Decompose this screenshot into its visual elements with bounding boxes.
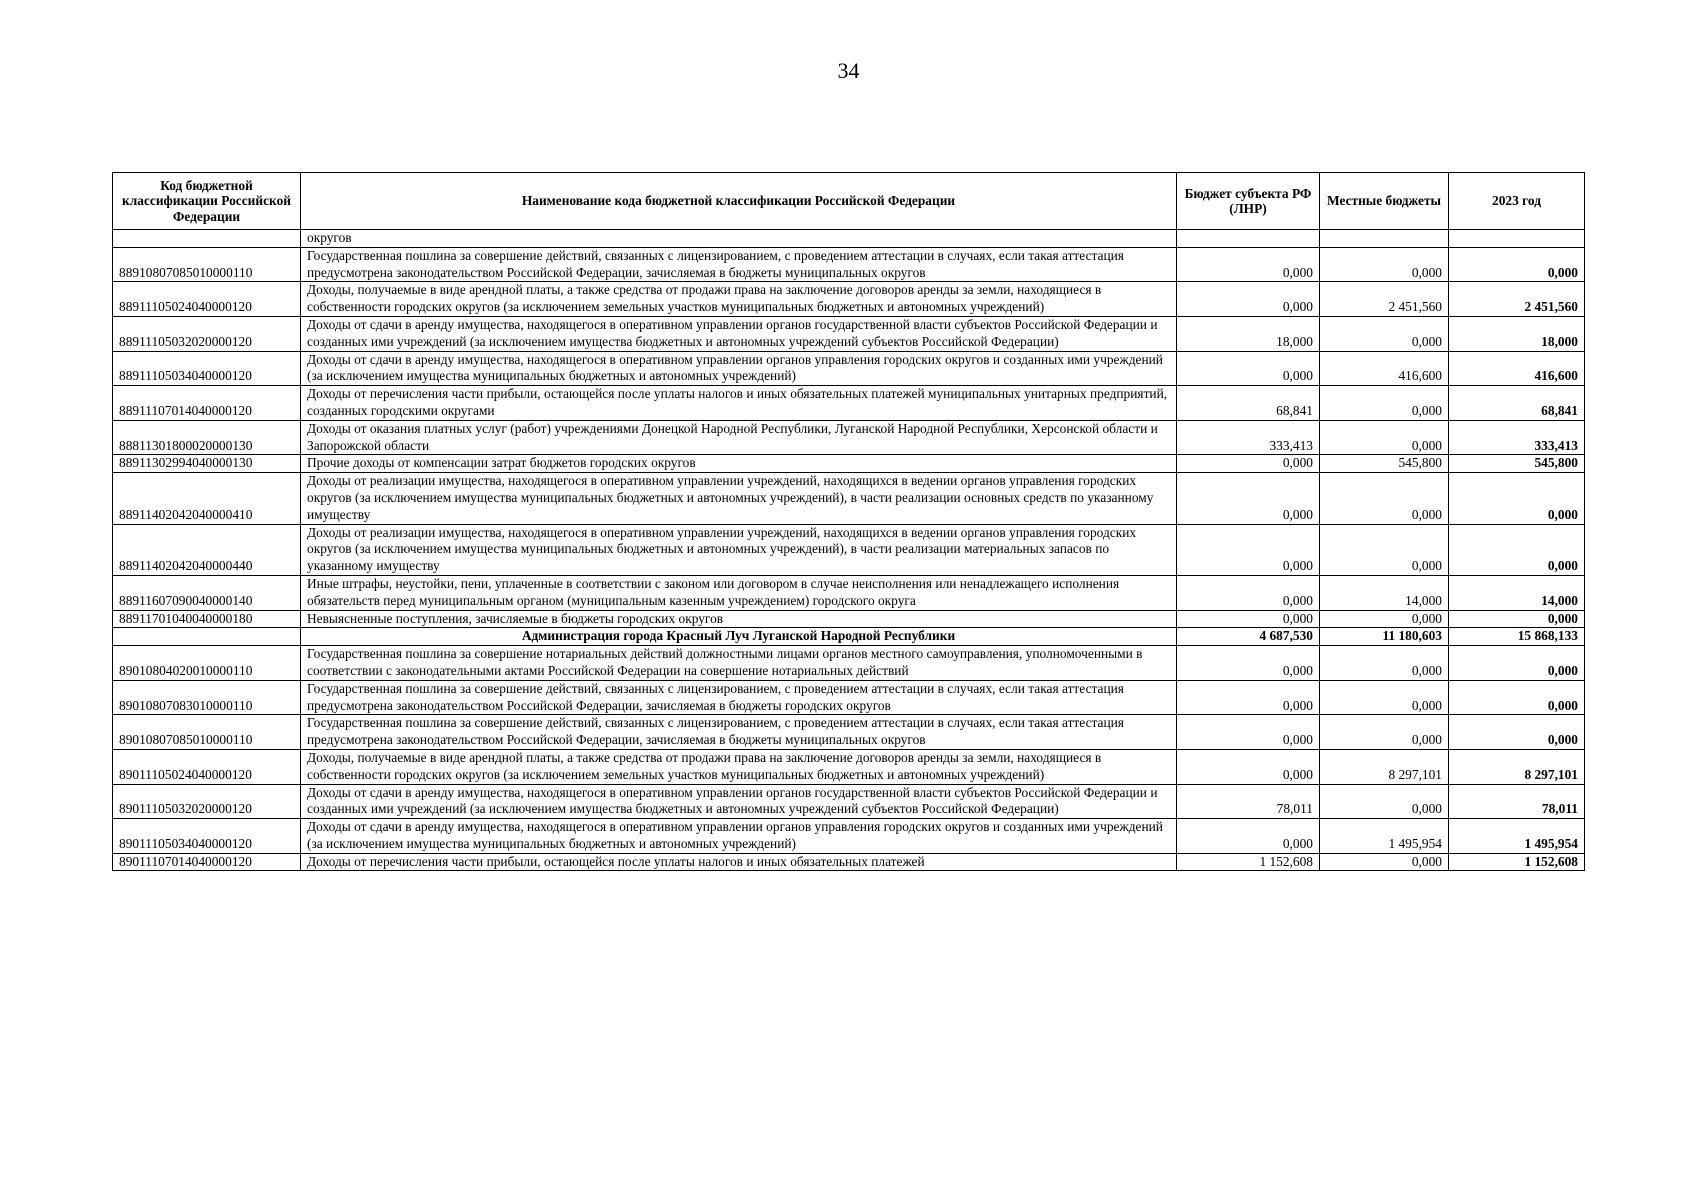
code-cell: 88911402042040000440 [113,524,301,575]
name-cell: Доходы от реализации имущества, находящегося в оперативном управлении учреждений, находящихся в ведении органов управления городских округов (за исключением имущества муниципальных бюджетных и автономных учреждений), в части реализации материальных запасов по указанному имуществу [301,524,1177,575]
name-cell: Доходы от перечисления части прибыли, остающейся после уплаты налогов и иных обязательных платежей [301,853,1177,871]
code-cell [113,628,301,646]
table-row [113,386,1585,421]
name-cell: Администрация города Красный Луч Луганской Народной Республики [301,628,1177,646]
local-budget-cell: 545,800 [1320,455,1449,473]
year-total-cell: 0,000 [1449,473,1585,524]
name-cell: Доходы, получаемые в виде арендной платы, а также средства от продажи права на заключение договоров аренды за земли, находящиеся в собственности городских округов (за исключением земельных участков муниципальных бюджетных и автономных учреждений) [301,282,1177,317]
section-row [113,628,1585,646]
name-cell: Доходы от перечисления части прибыли, остающейся после уплаты налогов и иных обязательных платежей муниципальных унитарных предприятий, созданных городскими округами [301,386,1177,421]
code-cell: 89010807085010000110 [113,715,301,750]
table-row [113,282,1585,317]
code-cell: 88911607090040000140 [113,575,301,610]
name-cell: Доходы от сдачи в аренду имущества, находящегося в оперативном управлении органов управления городских округов и созданных ими учреждений (за исключением имущества муниципальных бюджетных и автономных учреждений) [301,351,1177,386]
name-cell: Иные штрафы, неустойки, пени, уплаченные в соответствии с законом или договором в случае неисполнения или ненадлежащего исполнения обязательств перед муниципальным органом (муниципальным казенным учреждением) городского округа [301,575,1177,610]
subject-budget-cell: 333,413 [1177,420,1320,455]
local-budget-cell: 0,000 [1320,680,1449,715]
table-row [113,351,1585,386]
code-cell: 88911107014040000120 [113,386,301,421]
year-total-cell: 0,000 [1449,646,1585,681]
subject-budget-cell: 0,000 [1177,749,1320,784]
name-cell: Государственная пошлина за совершение действий, связанных с лицензированием, с проведением аттестации в случаях, если такая аттестация предусмотрена законодательством Российской Федерации, зачисляемая в бюджеты муниципальных округов [301,247,1177,282]
year-total-cell: 1 152,608 [1449,853,1585,871]
subject-budget-cell: 0,000 [1177,715,1320,750]
year-total-cell: 1 495,954 [1449,819,1585,854]
name-cell: округов [301,230,1177,248]
name-cell: Прочие доходы от компенсации затрат бюджетов городских округов [301,455,1177,473]
name-cell: Государственная пошлина за совершение действий, связанных с лицензированием, с проведением аттестации в случаях, если такая аттестация предусмотрена законодательством Российской Федерации, зачисляемая в бюджеты городских округов [301,680,1177,715]
table-row [113,749,1585,784]
year-total-cell: 0,000 [1449,247,1585,282]
year-total-cell: 333,413 [1449,420,1585,455]
code-cell: 89011107014040000120 [113,853,301,871]
table-header-row [113,173,1585,230]
code-cell: 88911105032020000120 [113,316,301,351]
header-code: Код бюджетной классификации Российской Федерации [113,173,301,230]
header-subject-budget: Бюджет субъекта РФ (ЛНР) [1177,173,1320,230]
table-row [113,473,1585,524]
code-cell: 89011105024040000120 [113,749,301,784]
name-cell: Государственная пошлина за совершение действий, связанных с лицензированием, с проведением аттестации в случаях, если такая аттестация предусмотрена законодательством Российской Федерации, зачисляемая в бюджеты муниципальных округов [301,715,1177,750]
year-total-cell: 416,600 [1449,351,1585,386]
local-budget-cell: 0,000 [1320,853,1449,871]
header-name: Наименование кода бюджетной классификации Российской Федерации [301,173,1177,230]
code-cell: 88911105024040000120 [113,282,301,317]
code-cell: 89011105034040000120 [113,819,301,854]
subject-budget-cell: 0,000 [1177,646,1320,681]
local-budget-cell: 416,600 [1320,351,1449,386]
year-total-cell: 14,000 [1449,575,1585,610]
name-cell: Доходы от оказания платных услуг (работ) учреждениями Донецкой Народной Республики, Луганской Народной Республики, Херсонской области и Запорожской области [301,420,1177,455]
budget-classification-table [112,172,1585,871]
table-body [113,230,1585,871]
header-local-budgets: Местные бюджеты [1320,173,1449,230]
local-budget-cell: 0,000 [1320,715,1449,750]
table-row [113,230,1585,248]
local-budget-cell: 0,000 [1320,784,1449,819]
local-budget-cell [1320,230,1449,248]
subject-budget-cell: 0,000 [1177,680,1320,715]
name-cell: Доходы от реализации имущества, находящегося в оперативном управлении учреждений, находящихся в ведении органов управления городских округов (за исключением имущества муниципальных бюджетных и автономных учреждений), в части реализации основных средств по указанному имуществу [301,473,1177,524]
table-row [113,524,1585,575]
subject-budget-cell: 1 152,608 [1177,853,1320,871]
local-budget-cell: 0,000 [1320,610,1449,628]
table-row [113,853,1585,871]
year-total-cell: 545,800 [1449,455,1585,473]
local-budget-cell: 0,000 [1320,316,1449,351]
code-cell: 88911302994040000130 [113,455,301,473]
table-row [113,247,1585,282]
year-total-cell: 15 868,133 [1449,628,1585,646]
subject-budget-cell: 0,000 [1177,819,1320,854]
name-cell: Государственная пошлина за совершение нотариальных действий должностными лицами органов местного самоуправления, уполномоченными в соответствии с законодательными актами Российской Федерации на совершение нотариальных действий [301,646,1177,681]
subject-budget-cell: 68,841 [1177,386,1320,421]
subject-budget-cell: 0,000 [1177,247,1320,282]
code-cell: 89011105032020000120 [113,784,301,819]
subject-budget-cell: 0,000 [1177,351,1320,386]
name-cell: Невыясненные поступления, зачисляемые в бюджеты городских округов [301,610,1177,628]
code-cell: 89010807083010000110 [113,680,301,715]
subject-budget-cell: 0,000 [1177,610,1320,628]
code-cell: 88911701040040000180 [113,610,301,628]
code-cell: 88910807085010000110 [113,247,301,282]
local-budget-cell: 0,000 [1320,646,1449,681]
subject-budget-cell: 4 687,530 [1177,628,1320,646]
local-budget-cell: 0,000 [1320,524,1449,575]
subject-budget-cell: 0,000 [1177,455,1320,473]
table-row [113,819,1585,854]
name-cell: Доходы от сдачи в аренду имущества, находящегося в оперативном управлении органов государственной власти субъектов Российской Федерации и созданных ими учреждений (за исключением имущества бюджетных и автономных учреждений субъектов Российской Федерации) [301,784,1177,819]
code-cell: 88911402042040000410 [113,473,301,524]
year-total-cell: 68,841 [1449,386,1585,421]
subject-budget-cell: 0,000 [1177,282,1320,317]
year-total-cell: 78,011 [1449,784,1585,819]
name-cell: Доходы от сдачи в аренду имущества, находящегося в оперативном управлении органов государственной власти субъектов Российской Федерации и созданных ими учреждений (за исключением имущества бюджетных и автономных учреждений субъектов Российской Федерации) [301,316,1177,351]
page-number: 34 [837,58,860,83]
name-cell: Доходы от сдачи в аренду имущества, находящегося в оперативном управлении органов управления городских округов и созданных ими учреждений (за исключением имущества муниципальных бюджетных и автономных учреждений) [301,819,1177,854]
header-year: 2023 год [1449,173,1585,230]
code-cell: 88811301800020000130 [113,420,301,455]
local-budget-cell: 11 180,603 [1320,628,1449,646]
year-total-cell: 0,000 [1449,680,1585,715]
year-total-cell: 2 451,560 [1449,282,1585,317]
name-cell: Доходы, получаемые в виде арендной платы, а также средства от продажи права на заключение договоров аренды за земли, находящиеся в собственности городских округов (за исключением земельных участков муниципальных бюджетных и автономных учреждений) [301,749,1177,784]
subject-budget-cell: 78,011 [1177,784,1320,819]
local-budget-cell: 2 451,560 [1320,282,1449,317]
year-total-cell: 0,000 [1449,715,1585,750]
year-total-cell: 0,000 [1449,610,1585,628]
subject-budget-cell [1177,230,1320,248]
table-row [113,715,1585,750]
local-budget-cell: 8 297,101 [1320,749,1449,784]
table-row [113,455,1585,473]
code-cell: 88911105034040000120 [113,351,301,386]
local-budget-cell: 0,000 [1320,473,1449,524]
subject-budget-cell: 0,000 [1177,473,1320,524]
table-row [113,646,1585,681]
table-row [113,420,1585,455]
local-budget-cell: 0,000 [1320,420,1449,455]
code-cell: 89010804020010000110 [113,646,301,681]
local-budget-cell: 0,000 [1320,386,1449,421]
subject-budget-cell: 18,000 [1177,316,1320,351]
local-budget-cell: 0,000 [1320,247,1449,282]
table-row [113,784,1585,819]
subject-budget-cell: 0,000 [1177,524,1320,575]
subject-budget-cell: 0,000 [1177,575,1320,610]
year-total-cell: 8 297,101 [1449,749,1585,784]
table-row [113,575,1585,610]
table-row [113,680,1585,715]
local-budget-cell: 14,000 [1320,575,1449,610]
local-budget-cell: 1 495,954 [1320,819,1449,854]
year-total-cell: 0,000 [1449,524,1585,575]
table-row [113,610,1585,628]
year-total-cell: 18,000 [1449,316,1585,351]
year-total-cell [1449,230,1585,248]
table-row [113,316,1585,351]
code-cell [113,230,301,248]
